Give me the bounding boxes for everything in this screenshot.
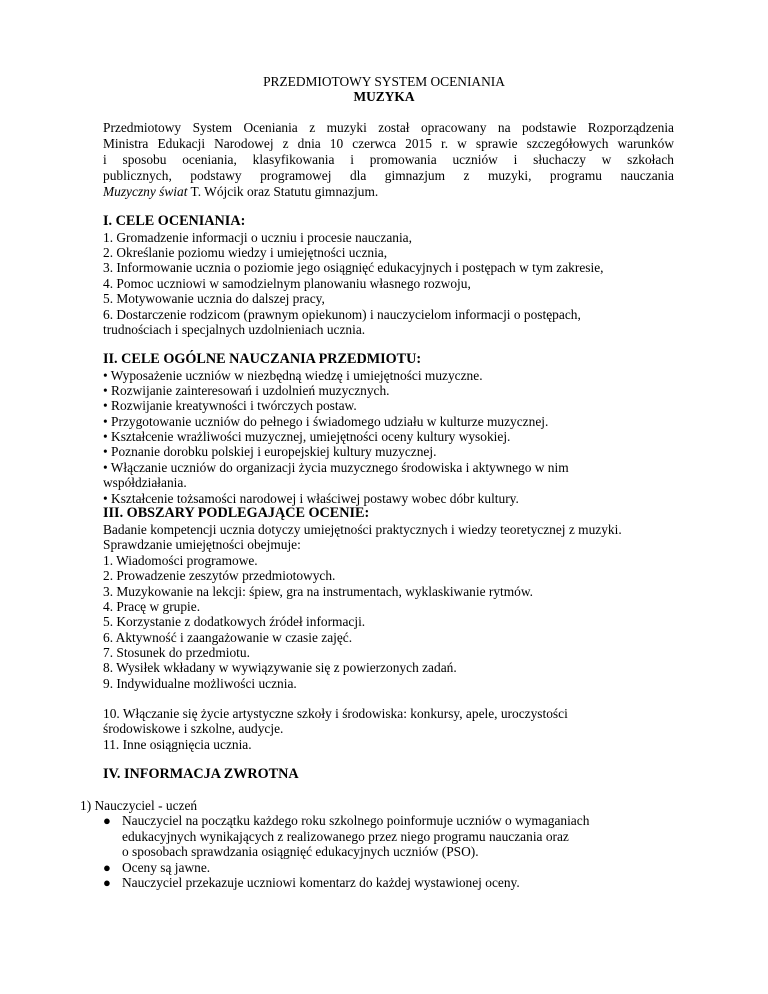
bullet-item-line: o sposobach sprawdzania osiągnięć edukacyjnych uczniów (PSO). bbox=[122, 844, 479, 859]
intro-line-3: i sposobu oceniania, klasyfikowania i promowania uczniów i słuchaczy w szkołach bbox=[103, 152, 674, 167]
list-item: 6. Aktywność i zaangażowanie w czasie zajęć. bbox=[103, 630, 353, 645]
list-item: 8. Wysiłek wkładany w wywiązywanie się z powierzonych zadań. bbox=[103, 660, 457, 675]
list-item: • Rozwijanie zainteresowań i uzdolnień muzycznych. bbox=[103, 383, 390, 398]
program-title: Muzyczny świat bbox=[103, 184, 188, 199]
list-item: • Poznanie dorobku polskiej i europejskiej kultury muzycznej. bbox=[103, 444, 437, 459]
list-item: • Przygotowanie uczniów do pełnego i świadomego udziału w kulturze muzycznej. bbox=[103, 414, 549, 429]
list-item: 4. Pomoc uczniowi w samodzielnym planowaniu własnego rozwoju, bbox=[103, 276, 471, 291]
list-item: trudnościach i specjalnych uzdolnieniach ucznia. bbox=[103, 322, 366, 337]
list-item: • Rozwijanie kreatywności i twórczych postaw. bbox=[103, 398, 357, 413]
list-item: 3. Informowanie ucznia o poziomie jego osiągnięć edukacyjnych i postępach w tym zakresie, bbox=[103, 260, 604, 275]
list-item: 5. Korzystanie z dodatkowych źródeł informacji. bbox=[103, 614, 366, 629]
list-item: 9. Indywidualne możliwości ucznia. bbox=[103, 676, 297, 691]
list-item: Sprawdzanie umiejętności obejmuje: bbox=[103, 537, 301, 552]
list-item: 2. Określanie poziomu wiedzy i umiejętności ucznia, bbox=[103, 245, 388, 260]
list-item: 5. Motywowanie ucznia do dalszej pracy, bbox=[103, 291, 325, 306]
list-item: 6. Dostarczenie rodzicom (prawnym opiekunom) i nauczycielom informacji o postępach, bbox=[103, 307, 581, 322]
bullet-item-line: Nauczyciel na początku każdego roku szkolnego poinformuje uczniów o wymaganiach bbox=[122, 813, 590, 828]
subsection-teacher-student: 1) Nauczyciel - uczeń bbox=[80, 798, 198, 813]
list-item: 2. Prowadzenie zeszytów przedmiotowych. bbox=[103, 568, 336, 583]
list-item: 1. Wiadomości programowe. bbox=[103, 553, 258, 568]
list-item: 1. Gromadzenie informacji o uczniu i procesie nauczania, bbox=[103, 230, 412, 245]
list-item: 3. Muzykowanie na lekcji: śpiew, gra na instrumentach, wyklaskiwanie rytmów. bbox=[103, 584, 533, 599]
list-item: • Włączanie uczniów do organizacji życia muzycznego środowiska i aktywnego w nim bbox=[103, 460, 569, 475]
list-item: 7. Stosunek do przedmiotu. bbox=[103, 645, 250, 660]
bullet-icon: ● bbox=[103, 860, 111, 875]
section-1-heading: I. CELE OCENIANIA: bbox=[103, 213, 246, 229]
bullet-icon: ● bbox=[103, 875, 111, 890]
intro-line-5 bbox=[103, 184, 378, 199]
intro-line-1: Przedmiotowy System Oceniania z muzyki został opracowany na podstawie Rozporządzenia bbox=[103, 120, 674, 135]
list-item: 11. Inne osiągnięcia ucznia. bbox=[103, 737, 252, 752]
list-item: 10. Włączanie się życie artystyczne szkoły i środowiska: konkursy, apele, uroczystości bbox=[103, 706, 568, 721]
document-subtitle: MUZYKA bbox=[353, 89, 415, 104]
intro-line-2: Ministra Edukacji Narodowej z dnia 10 czerwca 2015 r. w sprawie szczegółowych warunków bbox=[103, 136, 674, 151]
list-item: • Kształcenie tożsamości narodowej i właściwej postawy wobec dóbr kultury. bbox=[103, 491, 519, 506]
section-2-heading: II. CELE OGÓLNE NAUCZANIA PRZEDMIOTU: bbox=[103, 351, 422, 367]
bullet-item-line: Nauczyciel przekazuje uczniowi komentarz do każdej wystawionej oceny. bbox=[122, 875, 520, 890]
bullet-icon: ● bbox=[103, 813, 111, 828]
list-item: współdziałania. bbox=[103, 475, 187, 490]
document-title: PRZEDMIOTOWY SYSTEM OCENIANIA bbox=[263, 74, 505, 89]
list-item: środowiskowe i szkolne, audycje. bbox=[103, 721, 284, 736]
bullet-item-line: edukacyjnych wynikających z realizowanego przez niego programu nauczania oraz bbox=[122, 829, 569, 844]
list-item: Badanie kompetencji ucznia dotyczy umiejętności praktycznych i wiedzy teoretycznej z muzyki. bbox=[103, 522, 622, 537]
intro-line-5-rest: T. Wójcik oraz Statutu gimnazjum. bbox=[187, 184, 379, 199]
section-3-heading: III. OBSZARY PODLEGAJĄCE OCENIE: bbox=[103, 505, 370, 521]
list-item: • Kształcenie wrażliwości muzycznej, umiejętności oceny kultury wysokiej. bbox=[103, 429, 511, 444]
intro-line-4: publicznych, podstawy programowej dla gimnazjum z muzyki, programu nauczania bbox=[103, 168, 674, 183]
section-4-heading: IV. INFORMACJA ZWROTNA bbox=[103, 766, 299, 782]
bullet-item-line: Oceny są jawne. bbox=[122, 860, 211, 875]
list-item: 4. Pracę w grupie. bbox=[103, 599, 201, 614]
list-item: • Wyposażenie uczniów w niezbędną wiedzę i umiejętności muzyczne. bbox=[103, 368, 483, 383]
